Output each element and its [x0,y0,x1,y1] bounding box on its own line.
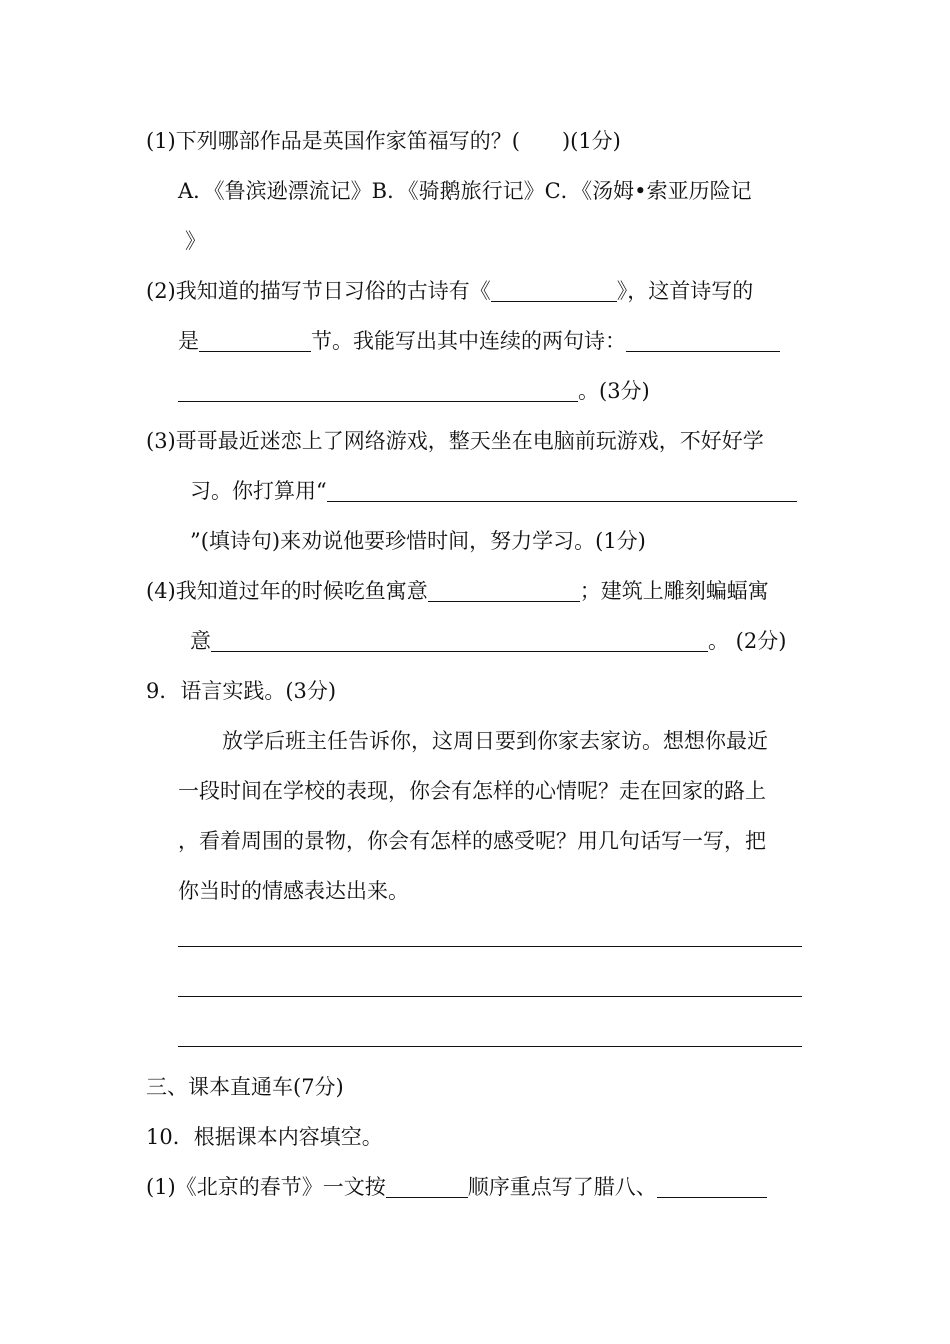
q10-1-line1 [146,1172,767,1202]
poem-title-blank[interactable] [491,279,617,302]
festival-blank[interactable] [199,329,311,352]
q8-1-option-c: C．《汤姆•索亚历险记 [544,179,752,203]
q10-1-text-a: (1)《北京的春节》一文按 [146,1175,386,1199]
q8-2-text-b: 》，这首诗写的 [616,279,754,303]
q9-paragraph-line3: ，看着周围的景物，你会有怎样的感受呢？用几句话写一写，把 [178,829,766,853]
q10-title: 10．根据课本内容填空。 [146,1125,383,1149]
order-blank[interactable] [386,1175,468,1198]
q9-paragraph-line4: 你当时的情感表达出来。 [178,879,409,903]
section-3-title: 三、课本直通车(7分) [146,1075,344,1099]
q8-2-line1 [146,276,753,306]
poem-lines-blank-2[interactable] [178,379,578,402]
q8-2-text-a: (2)我知道的描写节日习俗的古诗有《 [146,279,491,303]
q9-paragraph-line1: 放学后班主任告诉你，这周日要到你家去家访。想想你最近 [222,729,768,753]
q9-title: 9．语言实践。(3分) [146,679,337,703]
q8-1-options [178,176,752,206]
q8-2-line3 [178,376,650,406]
q8-1-option-b: B．《骑鹅旅行记》 [371,179,545,203]
q8-4-text-a: (4)我知道过年的时候吃鱼寓意 [146,579,428,603]
q8-4-line2 [190,626,786,656]
q8-3-line3: ”(填诗句)来劝说他要珍惜时间，努力学习。(1分) [190,529,646,553]
q8-2-text-d: 节。我能写出其中连续的两句诗： [311,329,626,353]
q8-4-text-c: 意 [190,629,211,653]
q8-3-text-a: 习。你打算用“ [190,479,327,503]
q8-1-option-a: A．《鲁滨逊漂流记》 [178,179,372,203]
answer-line-1[interactable] [178,946,802,947]
q8-3-line2 [190,476,797,506]
q8-2-text-e: 。(3分) [578,379,650,403]
q8-1-option-c-tail: 》 [185,229,206,253]
answer-line-3[interactable] [178,1046,802,1047]
poem-quote-blank[interactable] [327,479,797,502]
fish-meaning-blank[interactable] [428,579,580,602]
q8-4-text-d: 。 (2分) [708,629,787,653]
poem-lines-blank-1[interactable] [626,329,780,352]
festival-days-blank[interactable] [657,1175,767,1198]
answer-line-2[interactable] [178,996,802,997]
q9-paragraph-line2: 一段时间在学校的表现，你会有怎样的心情呢？走在回家的路上 [178,779,766,803]
bat-meaning-blank[interactable] [211,629,708,652]
q8-2-line2 [178,326,780,356]
q8-4-line1 [146,576,769,606]
q8-4-text-b: ；建筑上雕刻蝙蝠寓 [579,579,769,603]
q8-3-line1: (3)哥哥最近迷恋上了网络游戏，整天坐在电脑前玩游戏，不好好学 [146,429,764,453]
q8-2-text-c: 是 [178,329,199,353]
q8-1-stem: (1)下列哪部作品是英国作家笛福写的？( )(1分) [146,129,621,153]
q10-1-text-b: 顺序重点写了腊八、 [467,1175,657,1199]
